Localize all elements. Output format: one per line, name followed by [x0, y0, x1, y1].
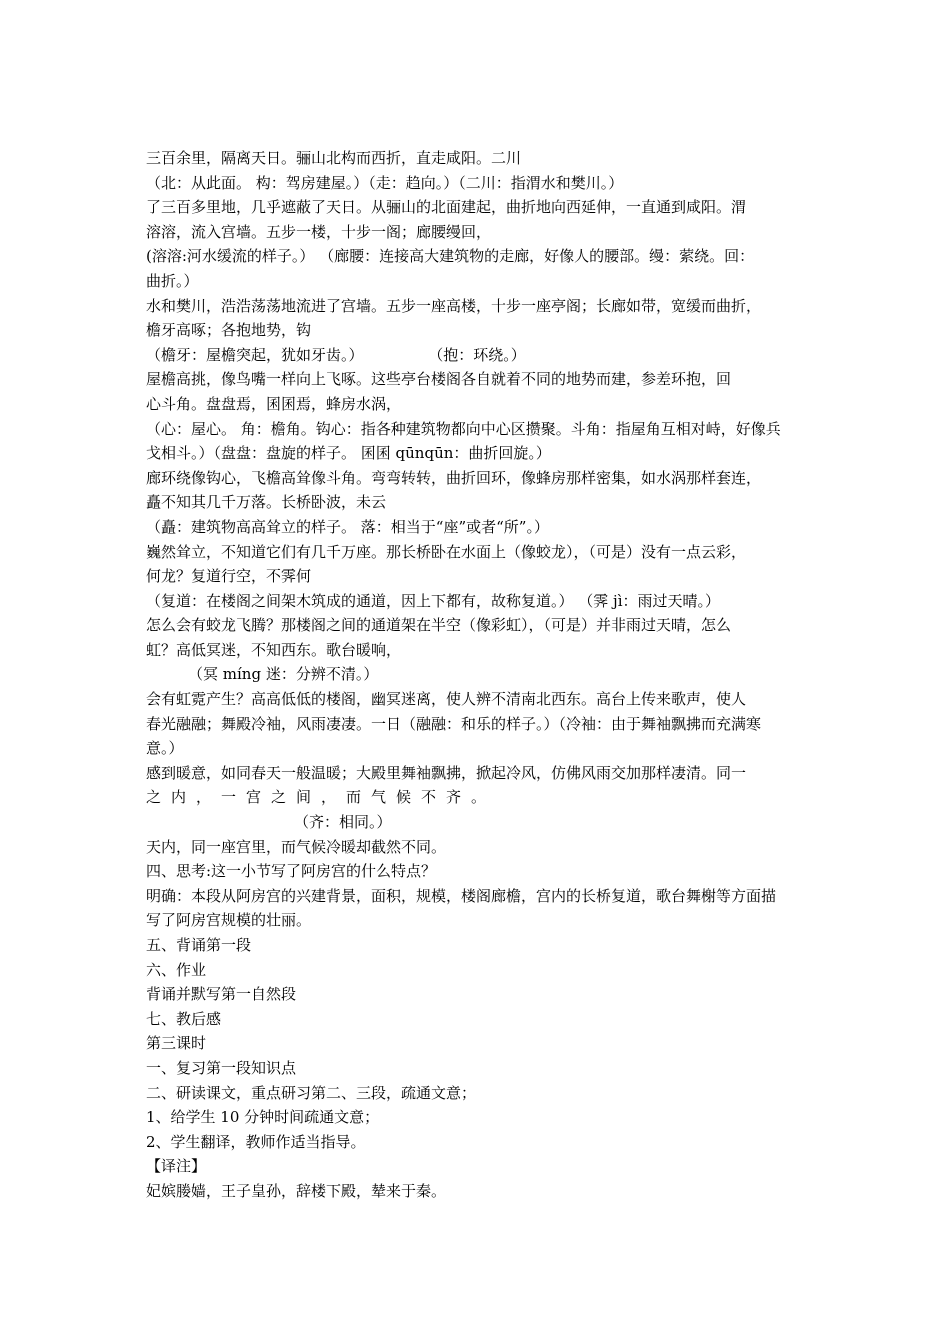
annotation-line: （心：屋心。 角：檐角。钩心：指各种建筑物都向中心区攒聚。斗角：指屋角互相对峙，好像兵	[146, 419, 781, 438]
list-item: 1、给学生 10 分钟时间疏通文意；	[146, 1108, 380, 1127]
text-line: 心斗角。盘盘焉，囷囷焉，蜂房水涡，	[146, 394, 402, 413]
lesson-heading: 第三课时	[146, 1034, 207, 1053]
annotation-line: (溶溶:河水缓流的样子。） （廊腰：连接高大建筑物的走廊，好像人的腰部。缦：萦绕。回：	[146, 247, 755, 266]
answer-line: 写了阿房宫规模的壮丽。	[146, 911, 312, 930]
annotation-line: （北：从此面。 构：驾房建屋。）（走：趋向。）（二川：指渭水和樊川。）	[146, 173, 624, 192]
annotation-line: （复道：在楼阁之间架木筑成的通道，因上下都有，故称复道。） （霁 jì：雨过天晴。）	[146, 591, 720, 610]
body-line: 背诵并默写第一自然段	[146, 985, 297, 1004]
text-line: 之内，一宫之间，而气候不齐。	[146, 788, 497, 807]
translation-line: 会有虹霓产生？高高低低的楼阁，幽冥迷离，使人辨不清南北西东。高台上传来歌声，使人	[146, 690, 747, 709]
text-line: 矗不知其几千万落。长桥卧波，未云	[146, 493, 387, 512]
section-heading: 二、研读课文，重点研习第二、三段，疏通文意；	[146, 1083, 477, 1102]
translation-line: 巍然耸立，不知道它们有几千万座。那长桥卧在水面上（像蛟龙），（可是）没有一点云彩，	[146, 542, 747, 561]
text-line: 溶溶，流入宫墙。五步一楼，十步一阁；廊腰缦回，	[146, 222, 492, 241]
annotation-line: （冥 míng 迷：分辨不清。）	[188, 665, 379, 684]
section-heading: 五、背诵第一段	[146, 936, 252, 954]
section-heading: 六、作业	[146, 960, 207, 979]
translation-line: 屋檐高挑，像鸟嘴一样向上飞啄。这些亭台楼阁各自就着不同的地势而建，参差环抱，回	[146, 370, 732, 389]
annotation-line: 曲折。）	[146, 271, 199, 290]
translation-line: 怎么会有蛟龙飞腾？那楼阁之间的通道架在半空（像彩虹），（可是）并非雨过天晴，怎么	[146, 616, 732, 635]
annotation-line: （檐牙：屋檐突起，犹如牙齿。） （抱：环绕。）	[146, 345, 526, 364]
text-line: 妃嫔媵嫱，王子皇孙，辞楼下殿，辇来于秦。	[146, 1181, 447, 1200]
translation-line: 感到暖意，如同春天一般温暖；大殿里舞袖飘拂，掀起冷风，仿佛风雨交加那样凄清。同一	[146, 763, 747, 782]
list-item: 2、学生翻译，教师作适当指导。	[146, 1132, 366, 1151]
document-page	[146, 146, 806, 1204]
annotation-line: （矗：建筑物高高耸立的样子。 落：相当于“座”或者“所”。）	[146, 517, 549, 536]
text-line: 虹？高低冥迷，不知西东。歌台暖响，	[146, 640, 402, 659]
translation-line: 廊环绕像钩心，飞檐高耸像斗角。弯弯转转，曲折回环，像蜂房那样密集，如水涡那样套连，	[146, 468, 762, 487]
text-line: 三百余里，隔离天日。骊山北构而西折，直走咸阳。二川	[146, 149, 522, 167]
section-heading: 【译注】	[146, 1157, 207, 1176]
text-line: 何龙？复道行空，不霁何	[146, 567, 312, 586]
translation-line: 了三百多里地，几乎遮蔽了天日。从骊山的北面建起，曲折地向西延伸，一直通到咸阳。渭	[146, 198, 747, 217]
section-heading: 四、思考:这一小节写了阿房宫的什么特点？	[146, 862, 437, 881]
text-line: 檐牙高啄；各抱地势，钩	[146, 321, 312, 340]
translation-line: 水和樊川，浩浩荡荡地流进了宫墙。五步一座高楼，十步一座亭阁；长廊如带，宽缓而曲折，	[146, 296, 762, 315]
annotation-line: （齐：相同。）	[294, 813, 392, 832]
translation-line: 天内，同一座宫里，而气候冷暖却截然不同。	[146, 837, 447, 856]
annotation-line: 意。）	[146, 739, 184, 758]
section-heading: 一、复习第一段知识点	[146, 1058, 297, 1077]
section-heading: 七、教后感	[146, 1009, 222, 1028]
annotation-line: 戈相斗。）（盘盘：盘旋的样子。 囷囷 qūnqūn：曲折回旋。）	[146, 444, 551, 463]
answer-line: 明确：本段从阿房宫的兴建背景，面积，规模，楼阁廊檐，宫内的长桥复道，歌台舞榭等方面描	[146, 886, 777, 905]
text-line: 春光融融；舞殿冷袖，风雨凄凄。一日（融融：和乐的样子。）（冷袖：由于舞袖飘拂而充满寒	[146, 714, 762, 733]
